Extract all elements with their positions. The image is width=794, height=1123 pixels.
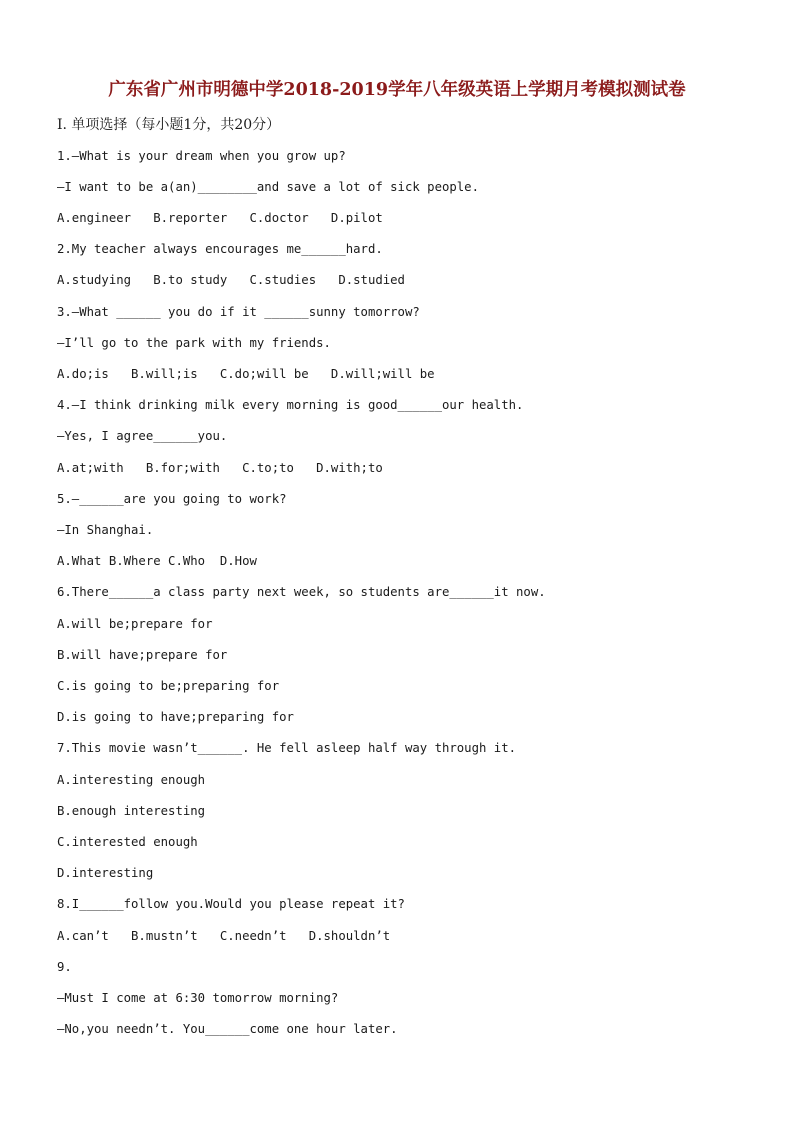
question-line: 6.There______a class party next week, so students are______it now. bbox=[57, 585, 546, 599]
options-line: A.do;is B.will;is C.do;will be D.will;will be bbox=[57, 367, 435, 381]
page-title: 广东省广州市明德中学2018-2019学年八年级英语上学期月考模拟测试卷 bbox=[108, 80, 686, 100]
question-line: 1.—What is your dream when you grow up? bbox=[57, 149, 346, 163]
question-line: —Yes, I agree______you. bbox=[57, 429, 228, 443]
options-line: C.is going to be;preparing for bbox=[57, 679, 280, 693]
question-line: —In Shanghai. bbox=[57, 523, 154, 537]
question-line: 8.I______follow you.Would you please repeat it? bbox=[57, 897, 405, 911]
options-line: A.will be;prepare for bbox=[57, 617, 213, 631]
options-line: A.interesting enough bbox=[57, 773, 206, 787]
options-line: A.engineer B.reporter C.doctor D.pilot bbox=[57, 211, 383, 225]
options-line: C.interested enough bbox=[57, 835, 198, 849]
options-line: B.will have;prepare for bbox=[57, 648, 228, 662]
question-line: 7.This movie wasn’t______. He fell asleep half way through it. bbox=[57, 741, 517, 755]
options-line: A.can’t B.mustn’t C.needn’t D.shouldn’t bbox=[57, 929, 391, 943]
question-line: —No,you needn’t. You______come one hour later. bbox=[57, 1022, 398, 1036]
question-line: 5.—______are you going to work? bbox=[57, 492, 287, 506]
options-line: A.studying B.to study C.studies D.studied bbox=[57, 273, 405, 287]
section-heading: I. 单项选择（每小题1分，共20分） bbox=[57, 117, 281, 133]
question-line: —I want to be a(an)________and save a lot of sick people. bbox=[57, 180, 479, 194]
question-line: 3.—What ______ you do if it ______sunny tomorrow? bbox=[57, 305, 420, 319]
options-line: A.at;with B.for;with C.to;to D.with;to bbox=[57, 461, 383, 475]
question-line: —I’ll go to the park with my friends. bbox=[57, 336, 331, 350]
options-line: D.is going to have;preparing for bbox=[57, 710, 294, 724]
question-line: —Must I come at 6:30 tomorrow morning? bbox=[57, 991, 339, 1005]
question-line: 9. bbox=[57, 960, 72, 974]
options-line: B.enough interesting bbox=[57, 804, 206, 818]
question-line: 4.—I think drinking milk every morning is good______our health. bbox=[57, 398, 524, 412]
options-line: A.What B.Where C.Who D.How bbox=[57, 554, 257, 568]
question-line: 2.My teacher always encourages me______hard. bbox=[57, 242, 383, 256]
options-line: D.interesting bbox=[57, 866, 154, 880]
